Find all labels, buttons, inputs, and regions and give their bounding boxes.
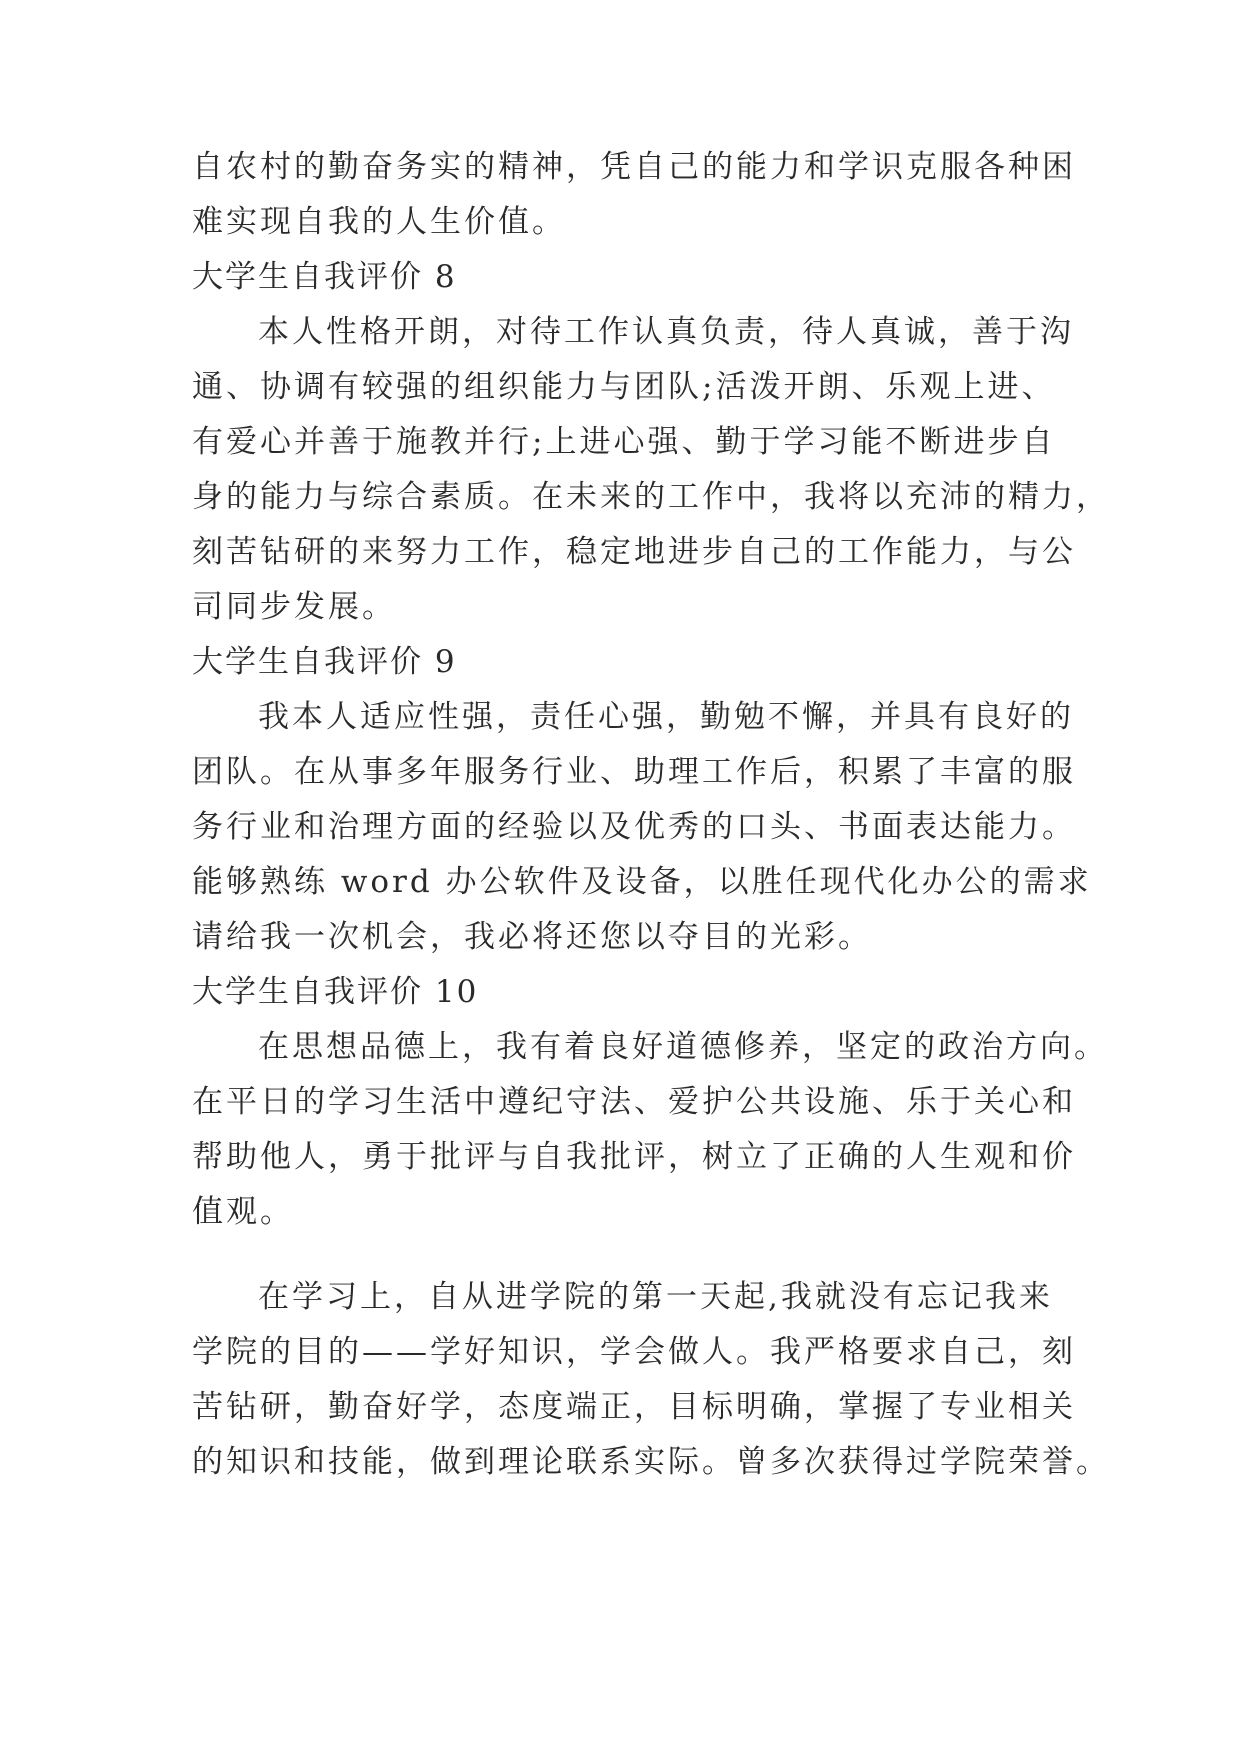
body-text-line: 在平日的学习生活中遵纪守法、爱护公共设施、乐于关心和 xyxy=(192,1084,1076,1120)
body-text-line: 身的能力与综合素质。在未来的工作中，我将以充沛的精力， xyxy=(192,479,1110,515)
body-text-line: 我本人适应性强，责任心强，勤勉不懈，并具有良好的 xyxy=(258,699,1074,735)
section-heading-8: 大学生自我评价 8 xyxy=(192,259,457,295)
section-heading-10: 大学生自我评价 10 xyxy=(192,974,479,1010)
body-text-line: 的知识和技能，做到理论联系实际。曾多次获得过学院荣誉。 xyxy=(192,1444,1110,1480)
body-text-line: 务行业和治理方面的经验以及优秀的口头、书面表达能力。 xyxy=(192,809,1076,845)
body-text-line: 能够熟练 word 办公软件及设备，以胜任现代化办公的需求 xyxy=(192,864,1092,900)
body-text-line: 有爱心并善于施教并行;上进心强、勤于学习能不断进步自 xyxy=(192,424,1056,460)
body-text-line: 团队。在从事多年服务行业、助理工作后，积累了丰富的服 xyxy=(192,754,1076,790)
body-text-line: 本人性格开朗，对待工作认真负责，待人真诚，善于沟 xyxy=(258,314,1074,350)
body-text-line: 在学习上，自从进学院的第一天起,我就没有忘记我来 xyxy=(258,1279,1053,1315)
body-text-line: 值观。 xyxy=(192,1194,294,1230)
body-text-line: 通、协调有较强的组织能力与团队;活泼开朗、乐观上进、 xyxy=(192,369,1056,405)
body-text-line: 请给我一次机会，我必将还您以夺目的光彩。 xyxy=(192,919,872,955)
section-heading-9: 大学生自我评价 9 xyxy=(192,644,457,680)
body-text-line: 苦钻研，勤奋好学，态度端正，目标明确，掌握了专业相关 xyxy=(192,1389,1076,1425)
body-text-line: 帮助他人，勇于批评与自我批评，树立了正确的人生观和价 xyxy=(192,1139,1076,1175)
body-text-line: 学院的目的——学好知识，学会做人。我严格要求自己，刻 xyxy=(192,1334,1076,1370)
body-text-line: 司同步发展。 xyxy=(192,589,396,625)
body-text-line: 自农村的勤奋务实的精神，凭自己的能力和学识克服各种困 xyxy=(192,149,1076,185)
body-text-line: 在思想品德上，我有着良好道德修养，坚定的政治方向。 xyxy=(258,1029,1108,1065)
body-text-line: 刻苦钻研的来努力工作，稳定地进步自己的工作能力，与公 xyxy=(192,534,1076,570)
body-text-line: 难实现自我的人生价值。 xyxy=(192,204,566,240)
